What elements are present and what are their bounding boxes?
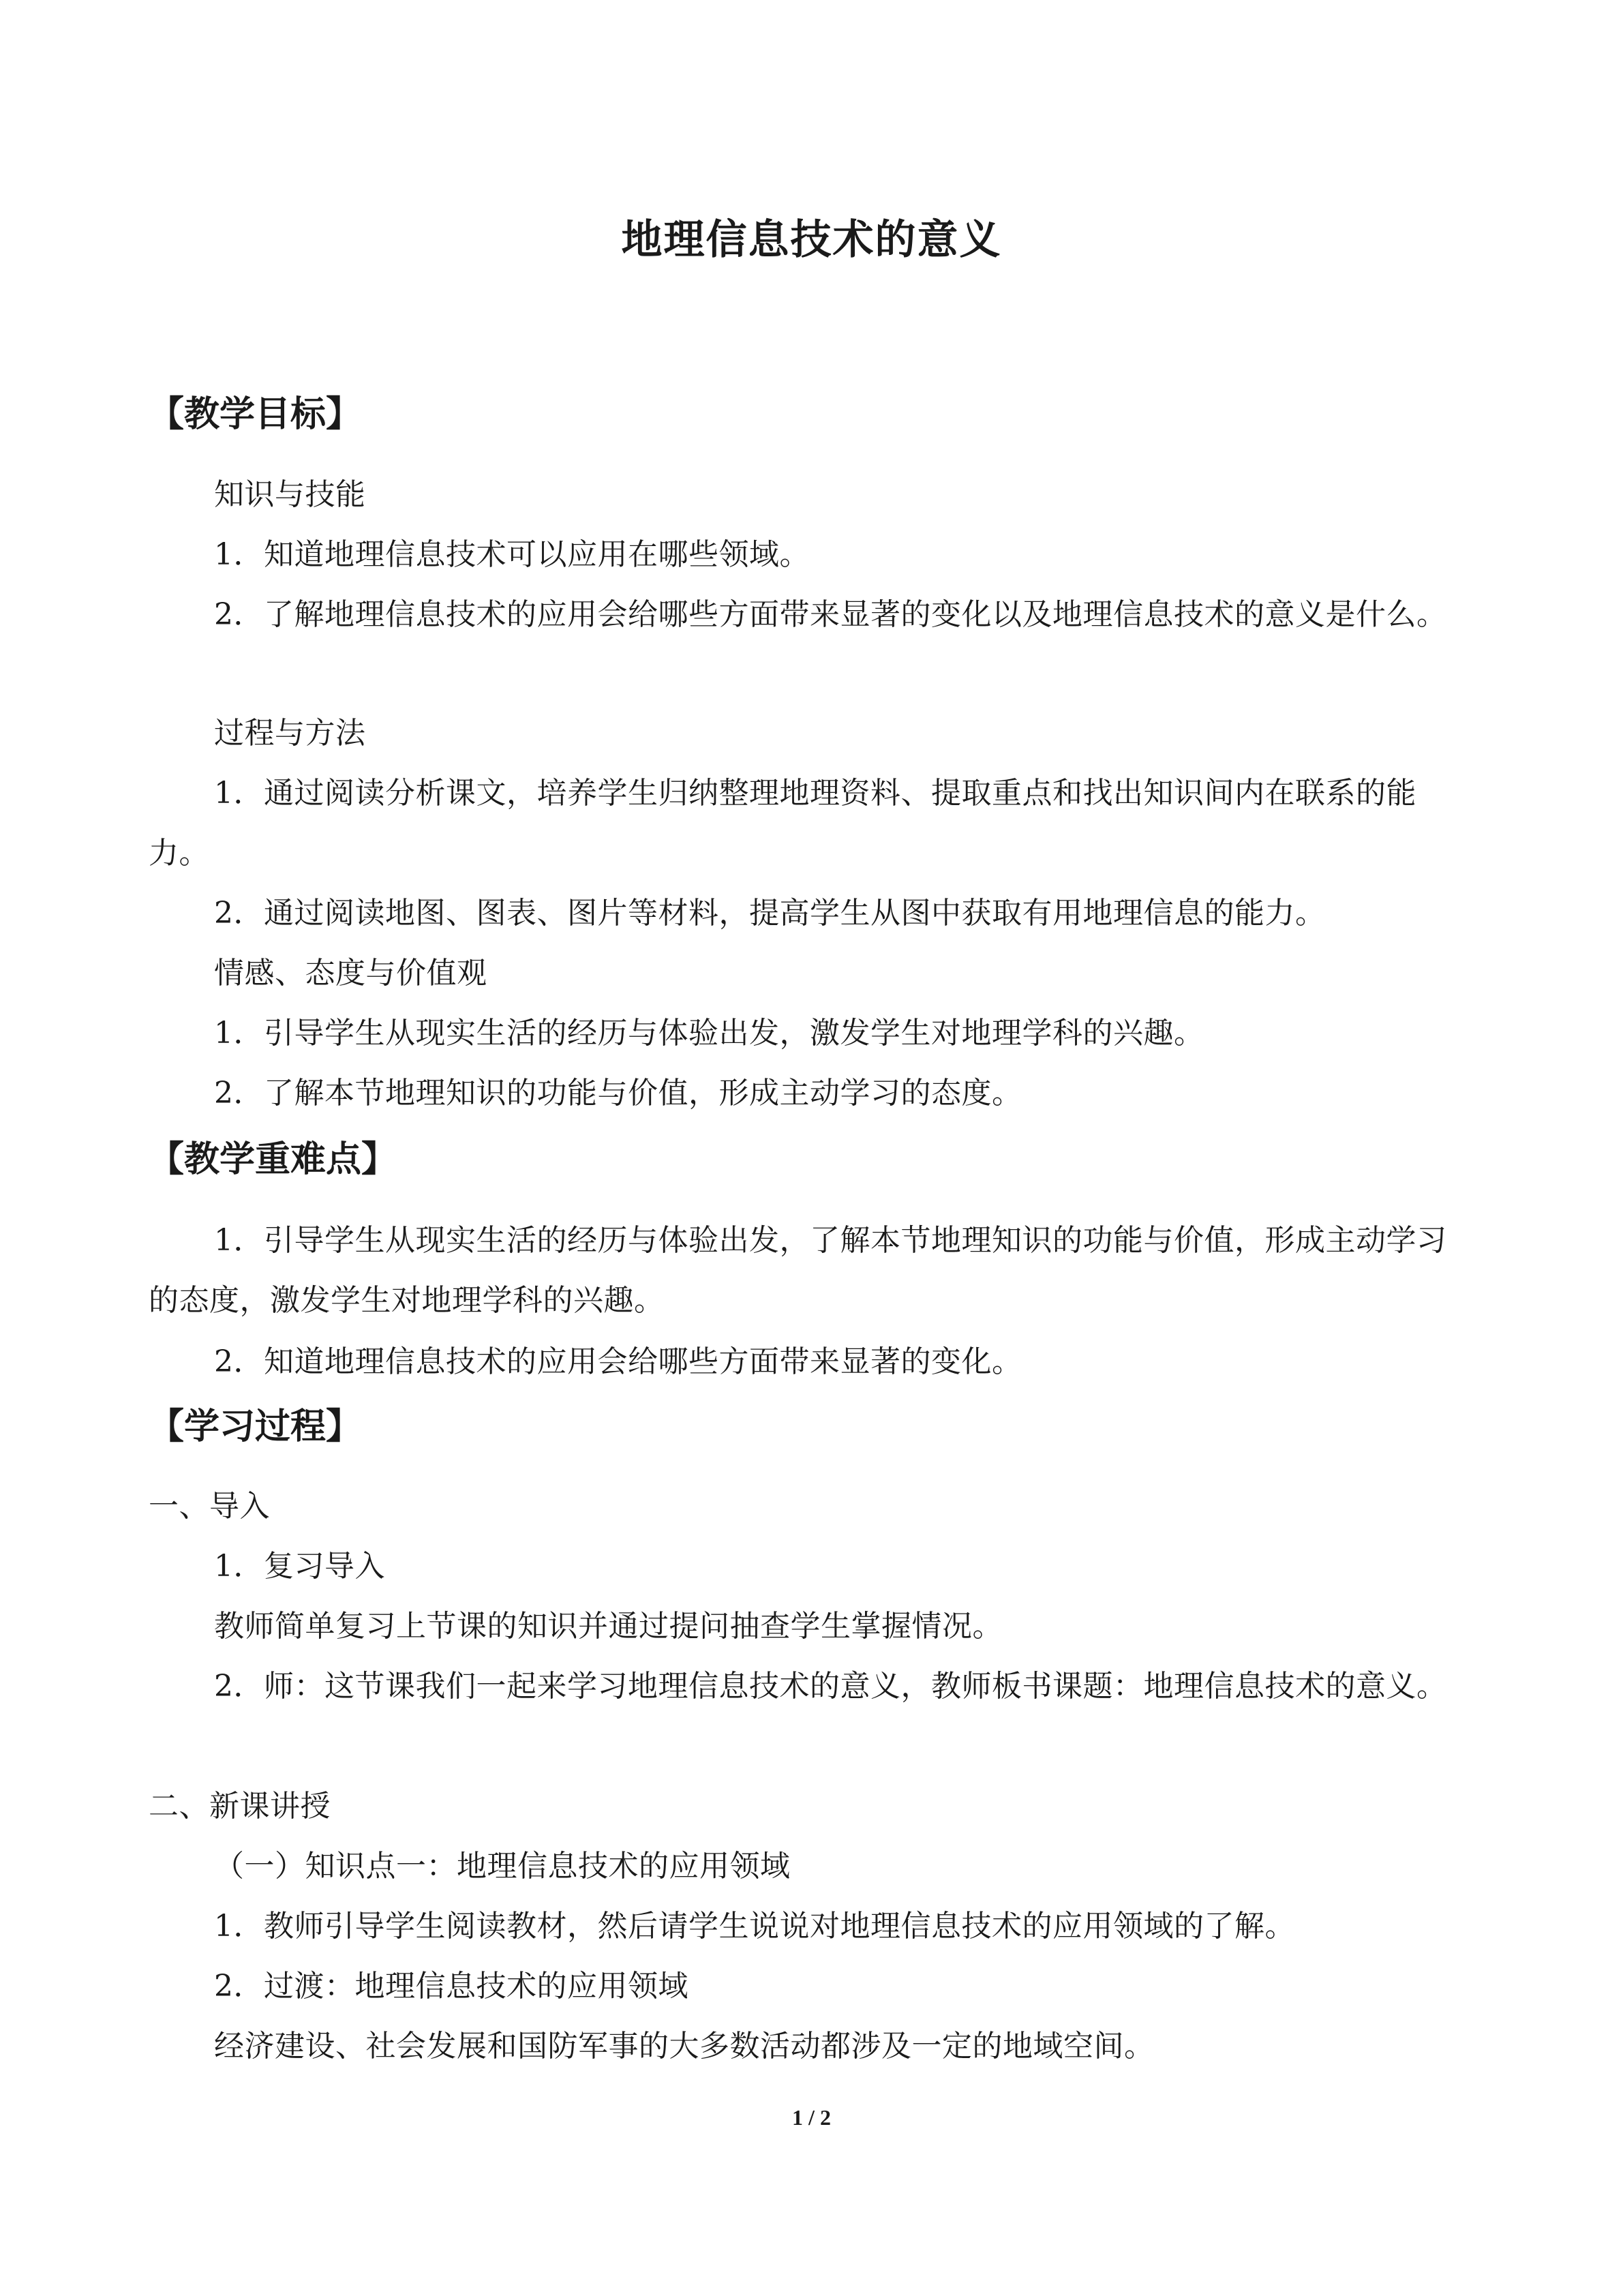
page-number: 1 / 2 <box>792 2105 831 2130</box>
subheading-process: 过程与方法 <box>214 716 366 751</box>
key-point-1: 1．引导学生从现实生活的经历与体验出发，了解本节地理知识的功能与价值，形成主动学习的态度，激发学生对地理学科的兴趣。 <box>149 1223 1447 1318</box>
key-point-2: 2．知道地理信息技术的应用会给哪些方面带来显著的变化。 <box>214 1344 1022 1379</box>
process-part-2-subheading-1: （一）知识点一：地理信息技术的应用领域 <box>214 1849 791 1884</box>
objective-knowledge-2: 2．了解地理信息技术的应用会给哪些方面带来显著的变化以及地理信息技术的意义是什么。 <box>214 597 1447 632</box>
objective-process-1: 1．通过阅读分析课文，培养学生归纳整理地理资料、提取重点和找出知识间内在联系的能力。 <box>149 776 1416 871</box>
process-part-2-text-1: 经济建设、社会发展和国防军事的大多数活动都涉及一定的地域空间。 <box>214 2029 1155 2064</box>
subheading-emotion: 情感、态度与价值观 <box>214 956 487 991</box>
objective-knowledge-1: 1．知道地理信息技术可以应用在哪些领域。 <box>214 537 810 572</box>
process-part-1: 一、导入 <box>149 1489 270 1524</box>
section-heading-process: 【学习过程】 <box>149 1406 362 1447</box>
section-heading-key-points: 【教学重难点】 <box>149 1139 397 1180</box>
section-heading-objectives: 【教学目标】 <box>149 394 362 435</box>
process-part-1-item-2: 2．师：这节课我们一起来学习地理信息技术的意义，教师板书课题：地理信息技术的意义。 <box>214 1669 1447 1704</box>
objective-emotion-2: 2．了解本节地理知识的功能与价值，形成主动学习的态度。 <box>214 1076 1022 1111</box>
objective-emotion-1: 1．引导学生从现实生活的经历与体验出发，激发学生对地理学科的兴趣。 <box>214 1016 1204 1051</box>
document-title: 地理信息技术的意义 <box>621 216 1002 264</box>
process-part-2-item-2: 2．过渡：地理信息技术的应用领域 <box>214 1969 688 2004</box>
objective-process-2: 2．通过阅读地图、图表、图片等材料，提高学生从图中获取有用地理信息的能力。 <box>214 896 1326 931</box>
process-part-2-item-1: 1．教师引导学生阅读教材，然后请学生说说对地理信息技术的应用领域的了解。 <box>214 1909 1295 1944</box>
subheading-knowledge: 知识与技能 <box>214 477 366 512</box>
process-part-1-text-1: 教师简单复习上节课的知识并通过提问抽查学生掌握情况。 <box>214 1609 1003 1644</box>
process-part-1-item-1: 1．复习导入 <box>214 1549 385 1584</box>
process-part-2: 二、新课讲授 <box>149 1789 331 1824</box>
